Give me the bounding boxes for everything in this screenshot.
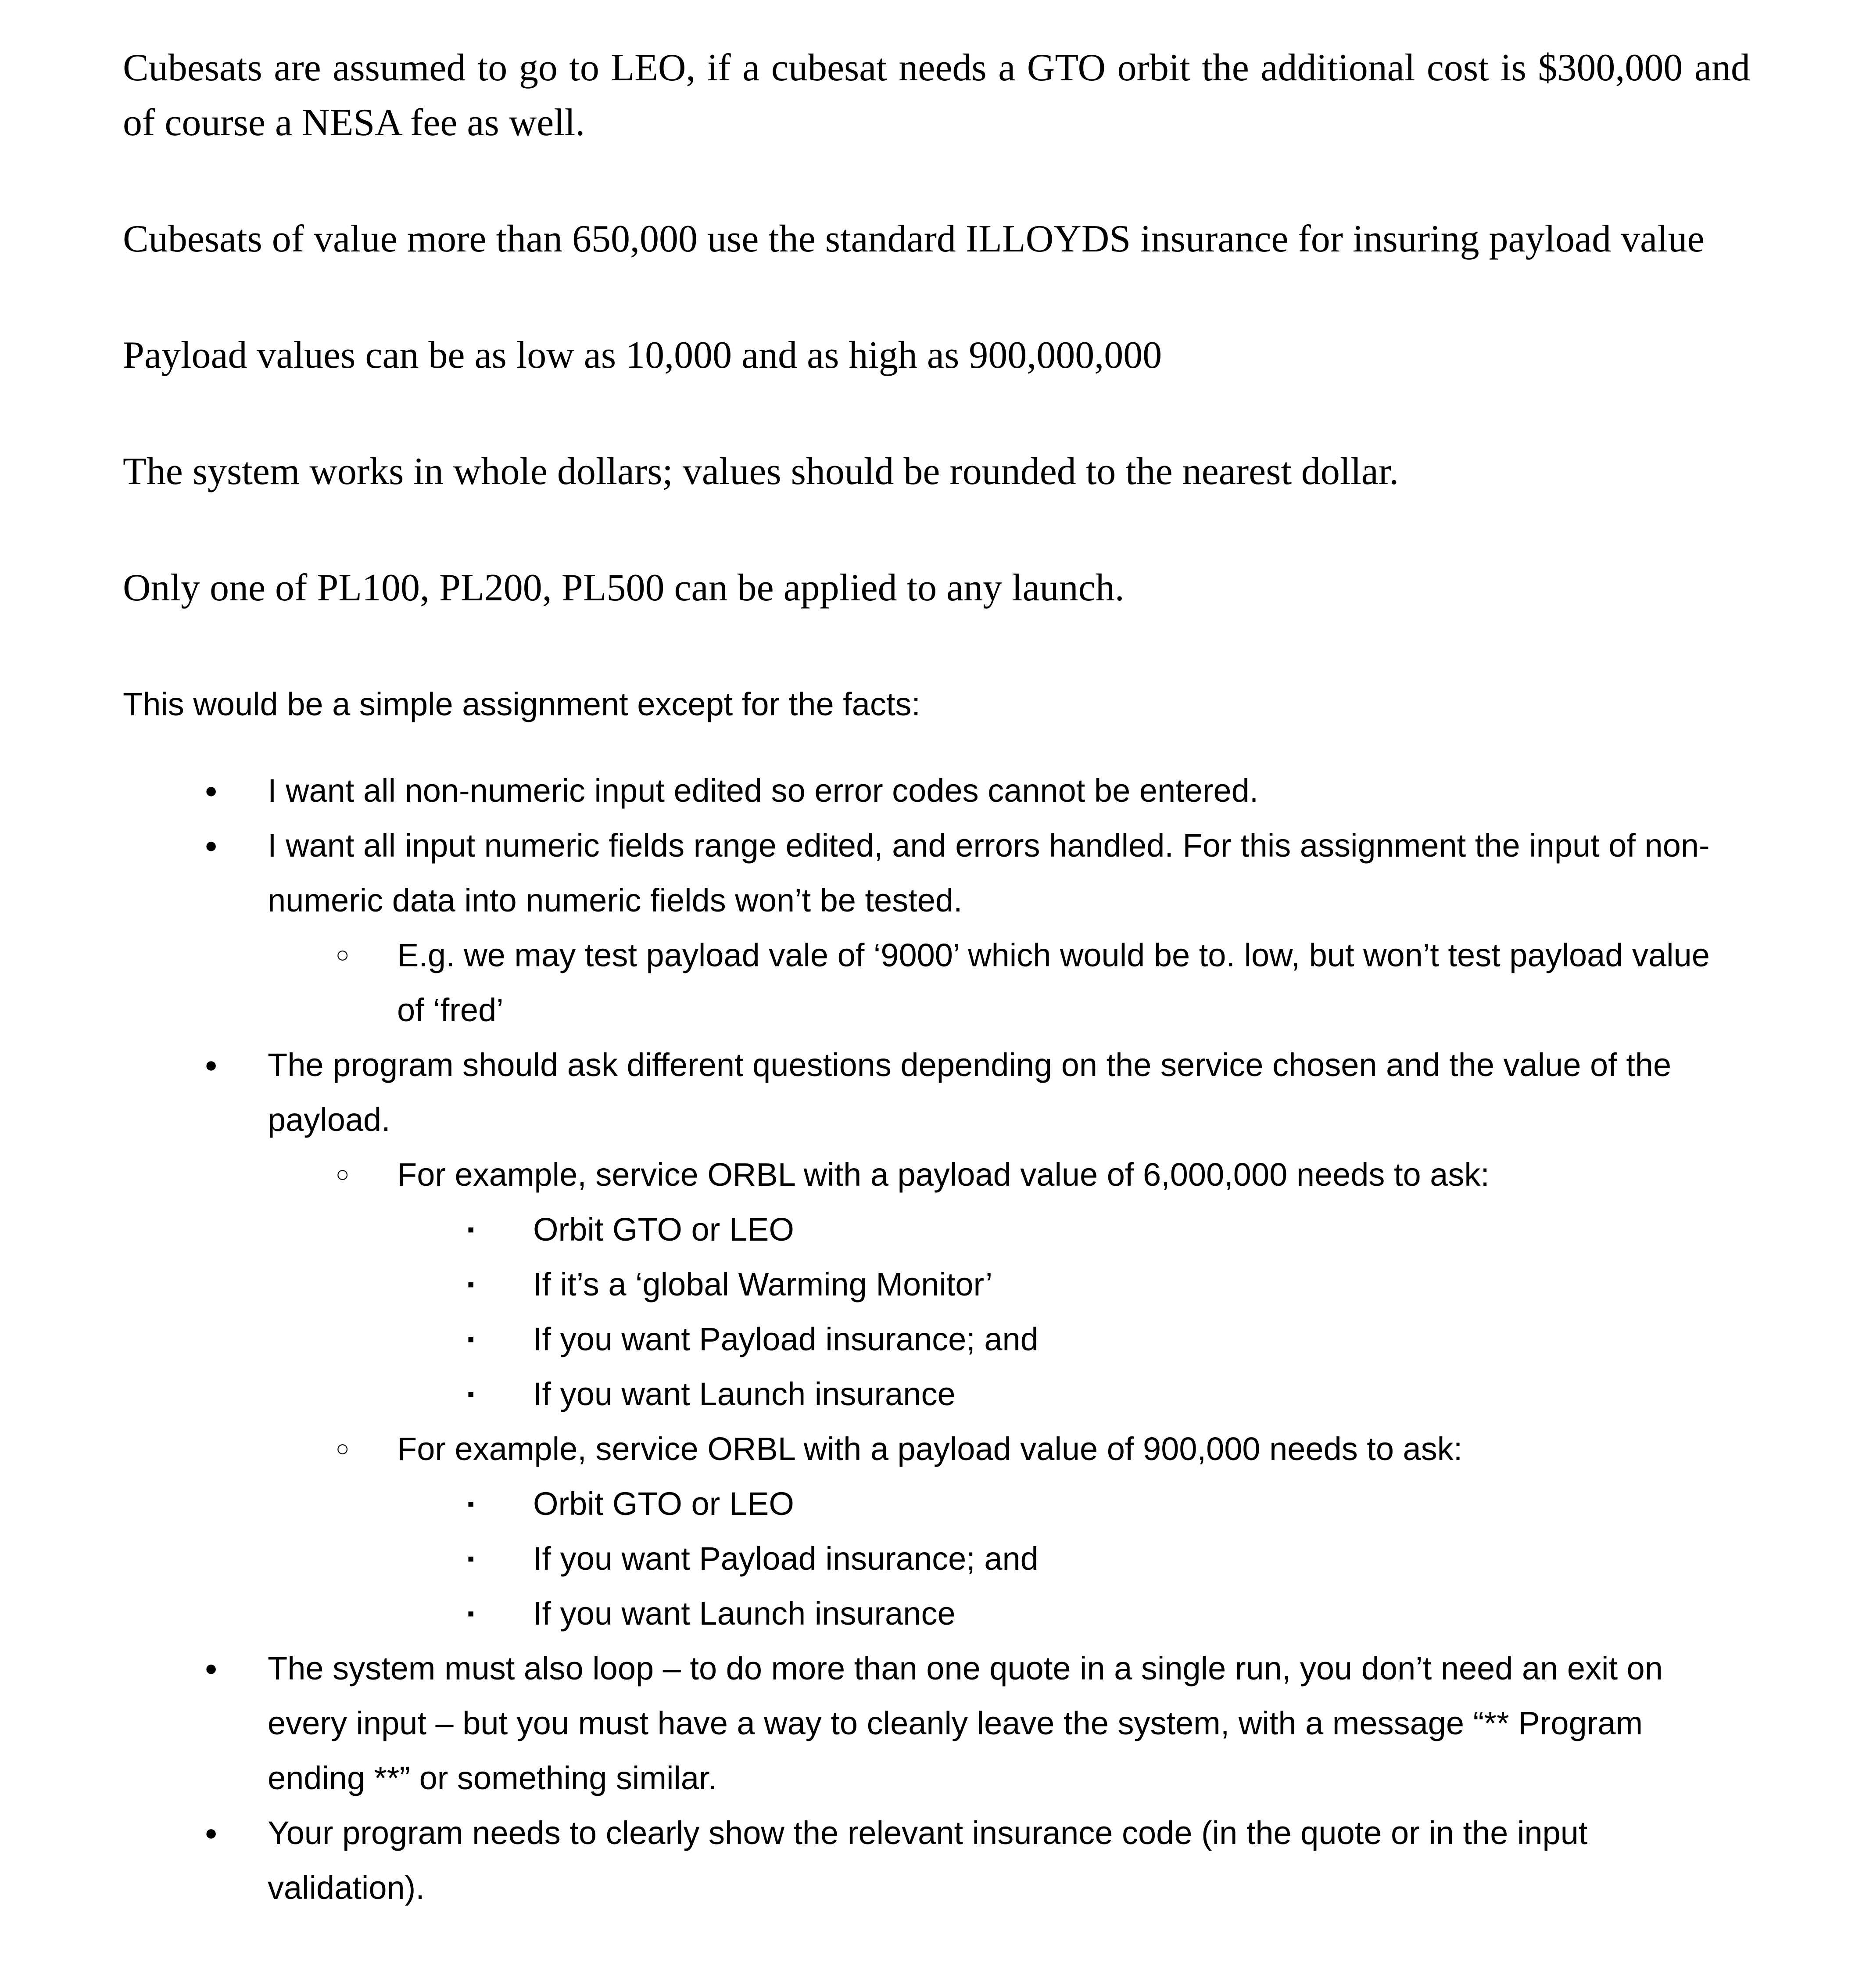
square-bullet-icon: ▪ <box>467 1492 475 1515</box>
paragraph-pl-codes: Only one of PL100, PL200, PL500 can be applied to any launch. <box>123 567 1125 609</box>
bullet-item <box>123 1147 1750 1202</box>
bullet-text: I want all input numeric fields range edited, and errors handled. For this assignment the input of non-numeric data into numeric fields won’t be tested. <box>268 827 1710 919</box>
bullet-item <box>123 763 1750 818</box>
square-bullet-icon: ▪ <box>467 1382 475 1405</box>
paragraph-payload-range: Payload values can be as low as 10,000 and as high as 900,000,000 <box>123 334 1162 377</box>
bullet-item <box>123 1641 1750 1805</box>
bullet-item <box>123 1586 1750 1641</box>
disc-bullet-icon: ● <box>204 778 218 803</box>
square-bullet-icon: ▪ <box>467 1328 475 1350</box>
square-bullet-icon: ▪ <box>467 1547 475 1570</box>
bullet-item <box>123 1257 1750 1312</box>
bullet-item <box>123 1421 1750 1476</box>
bullet-text: Orbit GTO or LEO <box>533 1211 794 1248</box>
bullet-text: If you want Payload insurance; and <box>533 1321 1039 1357</box>
bullet-item <box>123 1037 1750 1147</box>
bullet-text: Your program needs to clearly show the relevant insurance code (in the quote or in the input validation). <box>268 1815 1588 1906</box>
square-bullet-icon: ▪ <box>467 1218 475 1241</box>
bullet-text: The system must also loop – to do more than one quote in a single run, you don’t need an exit on every input – but you must have a way to cleanly leave the system, with a message “** Program ending **” or something similar. <box>268 1650 1663 1796</box>
disc-bullet-icon: ● <box>204 1052 218 1077</box>
bullet-item <box>123 1476 1750 1531</box>
bullet-text: The program should ask different questions depending on the service chosen and the value of the payload. <box>268 1047 1672 1138</box>
circle-bullet-icon: ○ <box>336 1436 350 1461</box>
bullet-text: If you want Payload insurance; and <box>533 1540 1039 1577</box>
square-bullet-icon: ▪ <box>467 1273 475 1295</box>
disc-bullet-icon: ● <box>204 1820 218 1845</box>
bullet-item <box>123 818 1750 928</box>
bullet-text: If it’s a ‘global Warming Monitor’ <box>533 1266 993 1303</box>
disc-bullet-icon: ● <box>204 833 218 858</box>
bullet-item <box>123 1531 1750 1586</box>
paragraph-whole-dollars: The system works in whole dollars; values should be rounded to the nearest dollar. <box>123 450 1399 493</box>
bullet-item <box>123 1312 1750 1367</box>
square-bullet-icon: ▪ <box>467 1602 475 1625</box>
circle-bullet-icon: ○ <box>336 942 350 968</box>
bullet-text: Orbit GTO or LEO <box>533 1486 794 1522</box>
bullet-item <box>123 1367 1750 1421</box>
disc-bullet-icon: ● <box>204 1656 218 1680</box>
bullet-item <box>123 928 1750 1037</box>
bullet-item <box>123 1805 1750 1915</box>
paragraph-cubesats-leo: Cubesats are assumed to go to LEO, if a cubesat needs a GTO orbit the additional cost is $300,000 and of course a NESA fee as well. <box>123 47 1750 144</box>
bullet-text: E.g. we may test payload vale of ‘9000’ which would be to. low, but won’t test payload value of ‘fred’ <box>397 937 1710 1028</box>
paragraph-facts-intro: This would be a simple assignment except for the facts: <box>123 686 920 722</box>
bullet-text: For example, service ORBL with a payload value of 6,000,000 needs to ask: <box>397 1156 1490 1193</box>
circle-bullet-icon: ○ <box>336 1162 350 1187</box>
bullet-text: If you want Launch insurance <box>533 1376 956 1412</box>
bullet-text: I want all non-numeric input edited so error codes cannot be entered. <box>268 772 1259 809</box>
bullet-item <box>123 1202 1750 1257</box>
paragraph-illoyds-insurance: Cubesats of value more than 650,000 use the standard ILLOYDS insurance for insuring payload value <box>123 218 1705 260</box>
bullet-text: For example, service ORBL with a payload value of 900,000 needs to ask: <box>397 1431 1463 1467</box>
bullet-text: If you want Launch insurance <box>533 1595 956 1632</box>
